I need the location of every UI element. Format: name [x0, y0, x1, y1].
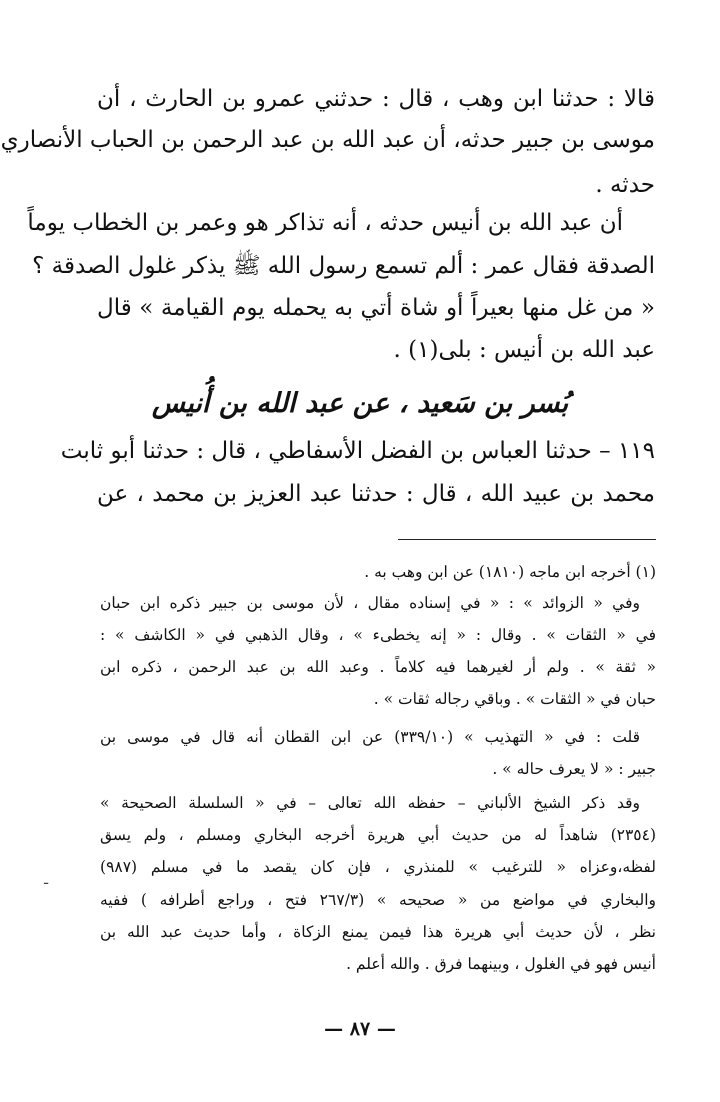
main-text-line-1: قالا : حدثنا ابن وهب ، قال : حدثني عمرو بن الحارث ، أن: [97, 86, 655, 112]
footnote-line-7: جبير : « لا يعرف حاله » .: [492, 760, 656, 778]
main-text-line-3: حدثه .: [595, 172, 655, 198]
main-text-line-7: عبد الله بن أنيس : بلى(١) .: [393, 337, 655, 363]
footnote-divider: [398, 539, 656, 540]
main-text-line-2: موسى بن جبير حدثه، أن عبد الله بن عبد الرحمن بن الحباب الأنصاري: [0, 127, 655, 153]
footnote-line-1: (١) أخرجه ابن ماجه (١٨١٠) عن ابن وهب به .: [364, 563, 656, 581]
main-text-line-8: ١١٩ – حدثنا العباس بن الفضل الأسفاطي ، قال : حدثنا أبو ثابت: [60, 438, 655, 464]
main-text-line-4: أن عبد الله بن أنيس حدثه ، أنه تذاكر هو وعمر بن الخطاب يوماً: [27, 210, 623, 236]
footnote-line-2: وفي « الزوائد » : « في إسناده مقال ، لأن موسى بن جبير ذكره ابن حبان: [100, 594, 640, 612]
footnote-line-12: نظر ، لأن حديث أبي هريرة هذا فيمن يمنع الزكاة ، وأما حديث عبد الله بن: [100, 923, 656, 941]
page-number: — ٨٧ —: [324, 1018, 396, 1040]
margin-mark: ـ: [44, 872, 49, 888]
main-text-line-6: « من غل منها بعيراً أو شاة أتي به يحمله يوم القيامة » قال: [97, 295, 655, 321]
footnote-line-5: حبان في « الثقات » . وباقي رجاله ثقات » .: [373, 690, 656, 708]
main-text-line-5: الصدقة فقال عمر : ألم تسمع رسول الله ﷺ يذكر غلول الصدقة ؟: [32, 253, 655, 279]
footnote-line-3: في « الثقات » . وقال : « إنه يخطىء » ، وقال الذهبي في « الكاشف » :: [100, 626, 656, 644]
footnote-line-6: قلت : في « التهذيب » (٣٣٩/١٠) عن ابن القطان أنه قال في موسى بن: [100, 728, 640, 746]
section-heading: بُسر بن سَعيد ، عن عبد الله بن أُنيس: [151, 388, 569, 419]
footnote-line-10: لفظه،وعزاه « للترغيب » للمنذري ، فإن كان يقصد ما في مسلم (٩٨٧): [100, 858, 656, 876]
footnote-line-11: والبخاري في مواضع من « صحيحه » (٢٦٧/٣ فتح ، وراجع أطرافه ) ففيه: [100, 891, 656, 909]
footnote-line-9: (٢٣٥٤) شاهداً له من حديث أبي هريرة أخرجه البخاري ومسلم ، ولم يسق: [100, 826, 656, 844]
footnote-line-4: « ثقة » . ولم أر لغيرهما فيه كلاماً . وعبد الله بن عبد الرحمن ، ذكره ابن: [100, 658, 656, 676]
footnote-line-13: أنيس فهو في الغلول ، وبينهما فرق . والله أعلم .: [346, 955, 656, 973]
main-text-line-9: محمد بن عبيد الله ، قال : حدثنا عبد العزيز بن محمد ، عن: [97, 481, 655, 507]
footnote-line-8: وقد ذكر الشيخ الألباني – حفظه الله تعالى – في « السلسلة الصحيحة »: [100, 794, 640, 812]
